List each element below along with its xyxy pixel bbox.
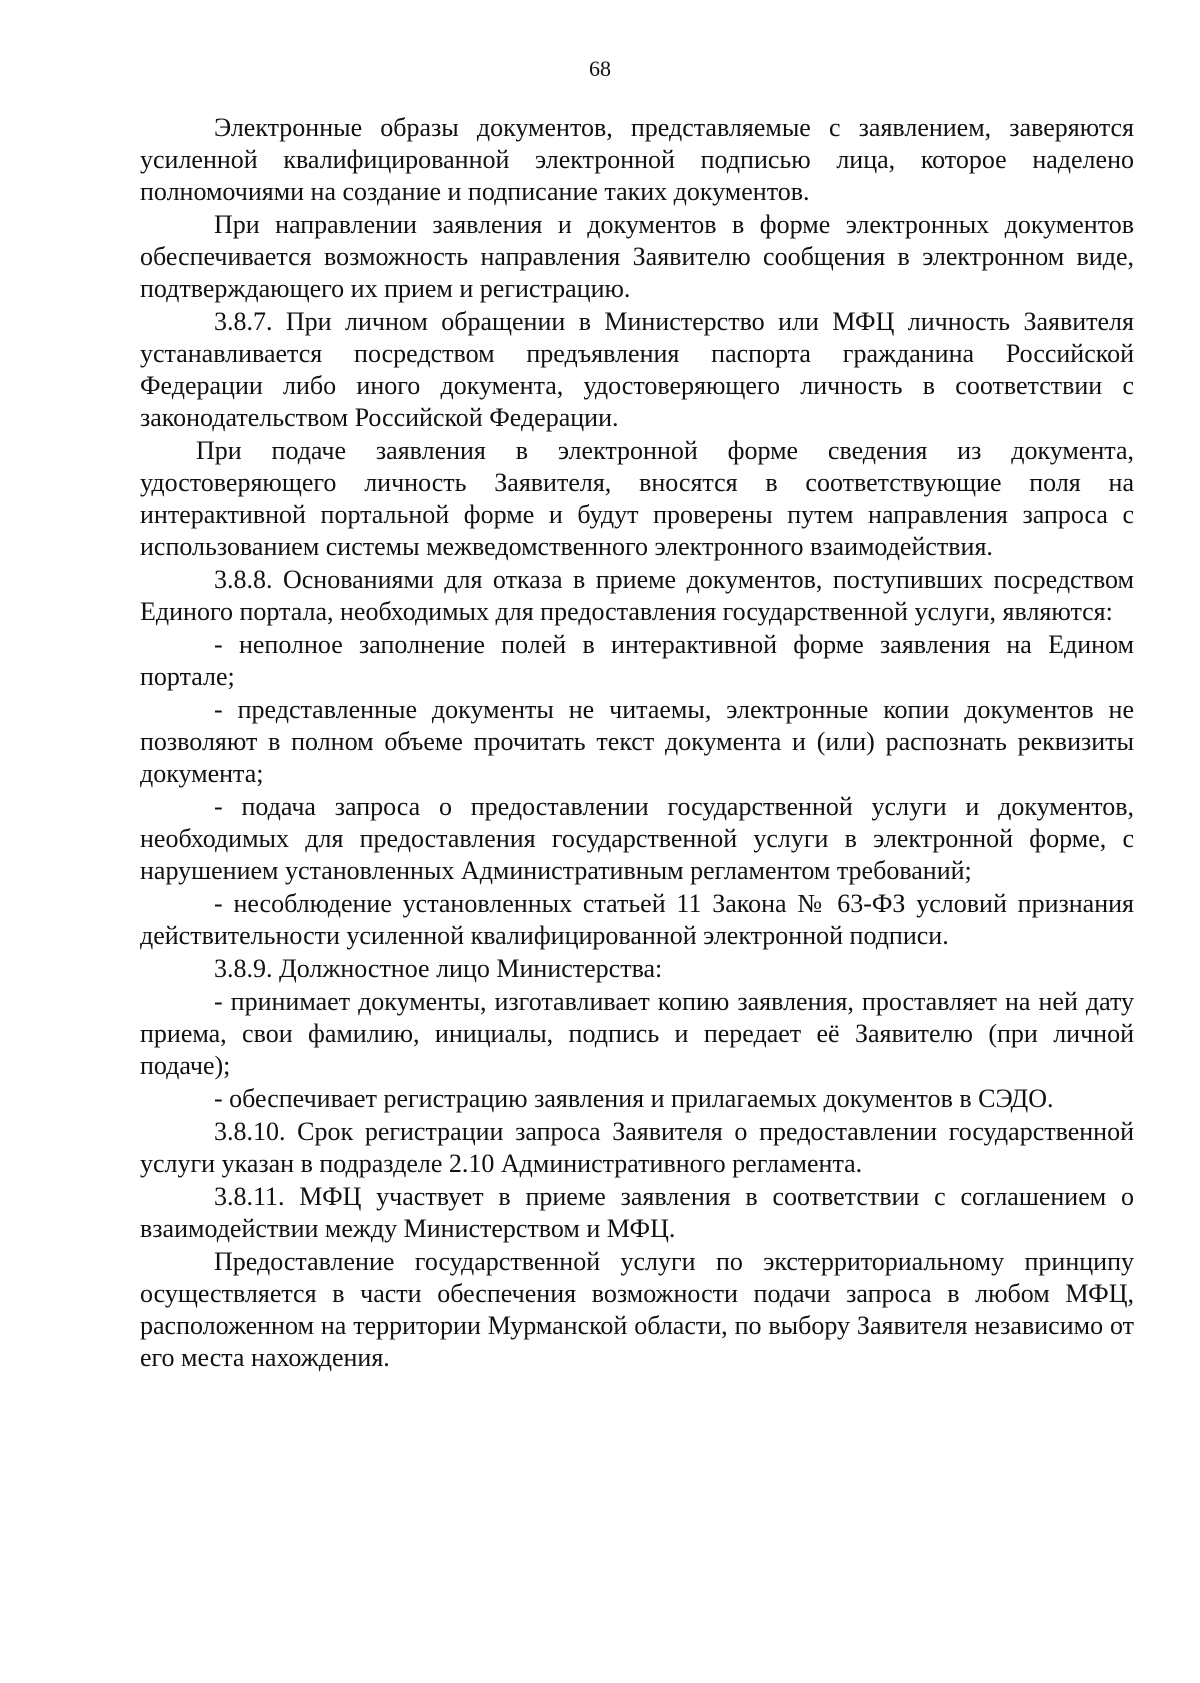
list-item: - несоблюдение установленных статьей 11 Закона № 63-ФЗ условий признания действительности усиленной квалифицированной электронной подписи. <box>140 889 1134 950</box>
paragraph: 3.8.10. Срок регистрации запроса Заявителя о предоставлении государственной услуги указан в подразделе 2.10 Административного регламента. <box>140 1117 1134 1178</box>
paragraph: При направлении заявления и документов в форме электронных документов обеспечивается возможность направления Заявителю сообщения в электронном виде, подтверждающего их прием и регистрацию. <box>140 210 1134 303</box>
page-number: 68 <box>589 56 611 81</box>
list-item: - представленные документы не читаемы, электронные копии документов не позволяют в полном объеме прочитать текст документа и (или) распознать реквизиты документа; <box>140 695 1134 788</box>
list-item: - неполное заполнение полей в интерактивной форме заявления на Едином портале; <box>140 630 1134 691</box>
list-item: - подача запроса о предоставлении государственной услуги и документов, необходимых для предоставления государственной услуги в электронной форме, с нарушением установленных Административным регламентом требований; <box>140 792 1134 885</box>
paragraph: 3.8.8. Основаниями для отказа в приеме документов, поступивших посредством Единого портала, необходимых для предоставления государственной услуги, являются: <box>140 565 1134 626</box>
paragraph: Электронные образы документов, представляемые с заявлением, заверяются усиленной квалифицированной электронной подписью лица, которое наделено полномочиями на создание и подписание таких документов. <box>140 113 1134 206</box>
paragraph: 3.8.9. Должностное лицо Министерства: <box>214 954 663 983</box>
paragraph: 3.8.11. МФЦ участвует в приеме заявления в соответствии с соглашением о взаимодействии между Министерством и МФЦ. <box>140 1182 1134 1243</box>
list-item: - обеспечивает регистрацию заявления и прилагаемых документов в СЭДО. <box>214 1084 1054 1113</box>
paragraph: При подаче заявления в электронной форме сведения из документа, удостоверяющего личность Заявителя, вносятся в соответствующие поля на интерактивной портальной форме и будут проверены путем направления запроса с использованием системы межведомственного электронного взаимодействия. <box>140 436 1134 561</box>
paragraph: Предоставление государственной услуги по экстерриториальному принципу осуществляется в части обеспечения возможности подачи запроса в любом МФЦ, расположенном на территории Мурманской области, по выбору Заявителя независимо от его места нахождения. <box>140 1247 1134 1372</box>
paragraph: 3.8.7. При личном обращении в Министерство или МФЦ личность Заявителя устанавливается посредством предъявления паспорта гражданина Российской Федерации либо иного документа, удостоверяющего личность в соответствии с законодательством Российской Федерации. <box>140 307 1134 432</box>
list-item: - принимает документы, изготавливает копию заявления, проставляет на ней дату приема, свои фамилию, инициалы, подпись и передает её Заявителю (при личной подаче); <box>140 987 1134 1080</box>
document-body <box>140 112 1134 1375</box>
